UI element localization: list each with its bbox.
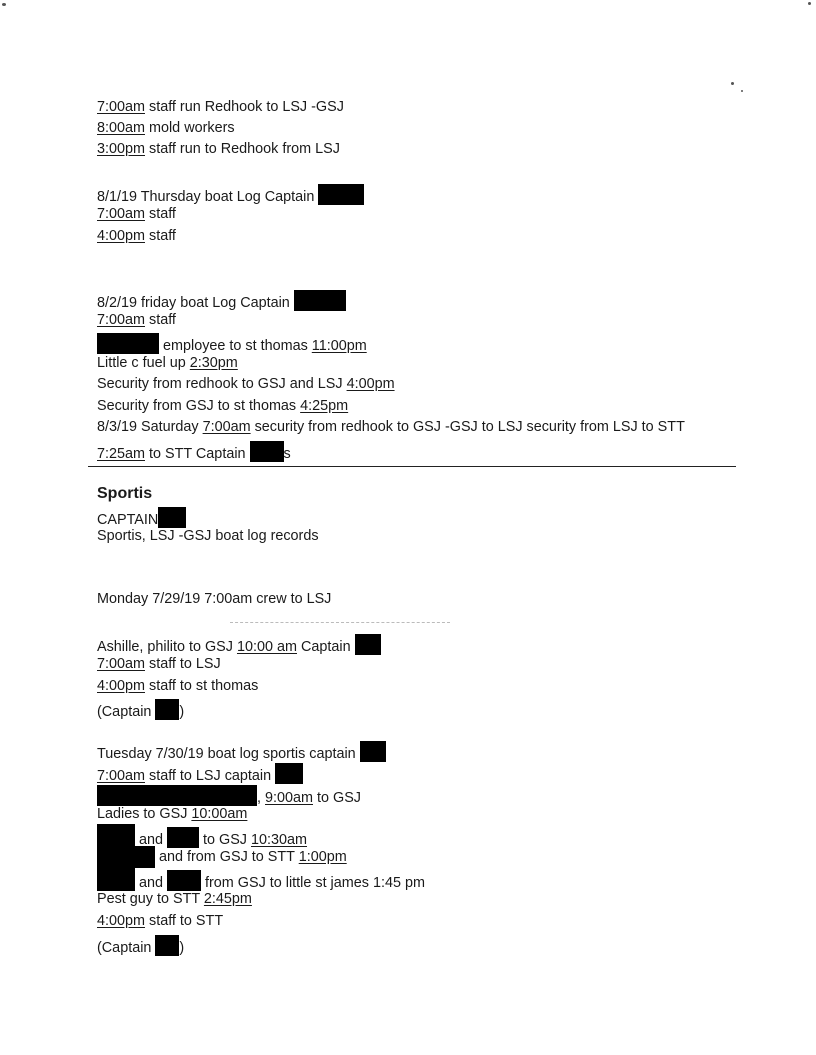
log-text: and from GSJ to STT	[159, 849, 299, 865]
log-text: Little c fuel up	[97, 355, 190, 371]
scan-speck	[741, 90, 743, 92]
header-text: Tuesday 7/30/19 boat log sportis captain	[97, 746, 360, 762]
redaction-box	[250, 441, 284, 462]
log-line	[97, 763, 303, 785]
time: 3:00pm	[97, 141, 145, 157]
log-text: Security from redhook to GSJ and LSJ	[97, 376, 347, 392]
redaction-box	[97, 333, 159, 354]
time: 11:00pm	[311, 338, 367, 354]
log-header	[97, 741, 386, 763]
log-text: staff	[145, 206, 176, 222]
log-text: 8/3/19 Saturday	[97, 419, 203, 435]
log-header	[97, 290, 346, 312]
log-line	[97, 678, 258, 695]
captain-line	[97, 507, 186, 529]
redaction-box	[294, 290, 346, 311]
time: 4:00pm	[346, 376, 395, 392]
log-line	[139, 870, 425, 892]
section-title: Sportis	[97, 485, 153, 502]
redaction-box	[167, 870, 201, 891]
log-line	[97, 699, 184, 721]
log-line	[97, 120, 235, 137]
log-text: ,	[257, 790, 265, 806]
redaction-box	[355, 634, 381, 655]
log-text: staff run to Redhook from LSJ	[145, 141, 340, 157]
log-line	[97, 398, 348, 415]
redaction-box	[275, 763, 303, 784]
log-line	[97, 634, 381, 656]
redaction-box	[135, 846, 155, 868]
log-line	[97, 441, 291, 463]
redaction-box	[158, 507, 186, 528]
log-line	[97, 355, 238, 372]
log-text: security from redhook to GSJ -GSJ to LSJ security from LSJ to STT	[250, 419, 685, 435]
time: 4:00pm	[97, 228, 145, 244]
log-line	[159, 849, 347, 866]
log-text: Security from GSJ to st thomas	[97, 398, 301, 414]
scan-speck	[808, 2, 811, 5]
log-text: staff to LSJ captain	[145, 768, 276, 784]
time: 2:30pm	[189, 355, 238, 371]
log-text: (Captain	[97, 704, 156, 720]
redaction-box	[167, 827, 199, 848]
log-text: (Captain	[97, 940, 156, 956]
log-text: Ladies to GSJ	[97, 806, 192, 822]
log-header	[97, 184, 364, 206]
time: 7:00am	[202, 419, 251, 435]
scan-speck	[2, 3, 6, 6]
time: 4:25pm	[300, 398, 349, 414]
log-line	[97, 141, 340, 158]
time: 4:00pm	[97, 678, 145, 694]
log-line	[97, 785, 361, 807]
log-line	[97, 419, 685, 436]
redaction-box	[155, 935, 179, 956]
log-text: and	[139, 832, 164, 848]
time: 10:00am	[191, 806, 248, 822]
log-text: and	[139, 875, 164, 891]
log-text: employee to st thomas	[159, 338, 312, 354]
log-text: )	[179, 704, 185, 720]
log-text: staff	[145, 312, 176, 328]
time: 2:45pm	[203, 891, 252, 907]
log-text: Ashille, philito to GSJ	[97, 639, 237, 655]
time: 7:00am	[97, 768, 145, 784]
time: 9:00am	[265, 790, 313, 806]
log-text: )	[179, 940, 185, 956]
log-line	[97, 99, 344, 116]
time: 10:30am	[251, 832, 308, 848]
log-line	[97, 376, 395, 393]
header-text: 8/2/19 friday boat Log Captain	[97, 295, 294, 311]
time: 7:00am	[97, 656, 145, 672]
time: 7:00am	[97, 312, 145, 328]
log-line	[97, 935, 184, 957]
time: 7:00am	[97, 99, 145, 115]
time: 4:00pm	[97, 913, 145, 929]
scan-speck	[731, 82, 734, 85]
log-text: Pest guy to STT	[97, 891, 204, 907]
time: 7:25am	[97, 446, 145, 462]
horizontal-rule	[88, 466, 736, 467]
time: 7:00am	[97, 206, 145, 222]
redaction-box	[318, 184, 364, 205]
log-text: from GSJ to little st james 1:45 pm	[201, 875, 425, 891]
redaction-box	[360, 741, 386, 762]
log-text: to GSJ	[199, 832, 251, 848]
redaction-box	[155, 699, 179, 720]
log-text: staff run Redhook to LSJ -GSJ	[145, 99, 344, 115]
header-text: 8/1/19 Thursday boat Log Captain	[97, 189, 319, 205]
log-text: staff to LSJ	[145, 656, 221, 672]
log-line	[97, 333, 367, 355]
log-text: staff to STT	[145, 913, 224, 929]
section-subtitle: Sportis, LSJ -GSJ boat log records	[97, 528, 319, 544]
log-line: Monday 7/29/19 7:00am crew to LSJ	[97, 591, 332, 607]
time: 10:00 am	[236, 639, 297, 655]
log-text: mold workers	[145, 120, 235, 136]
redaction-box	[97, 785, 257, 806]
log-line	[97, 913, 223, 930]
redaction-box	[97, 824, 135, 891]
log-line	[97, 312, 176, 329]
captain-label: CAPTAIN	[97, 512, 159, 528]
log-text: s	[283, 446, 291, 462]
log-text: to STT Captain	[145, 446, 250, 462]
log-text: to GSJ	[313, 790, 361, 806]
log-line	[97, 228, 176, 245]
log-line	[97, 206, 176, 223]
log-text: Captain	[297, 639, 355, 655]
log-line	[97, 891, 252, 908]
log-line	[139, 827, 307, 849]
log-text: staff to st thomas	[145, 678, 259, 694]
log-text: staff	[145, 228, 176, 244]
time: 1:00pm	[298, 849, 347, 865]
scan-artifact	[230, 622, 450, 623]
time: 8:00am	[97, 120, 145, 136]
log-line	[97, 806, 247, 823]
log-line	[97, 656, 221, 673]
